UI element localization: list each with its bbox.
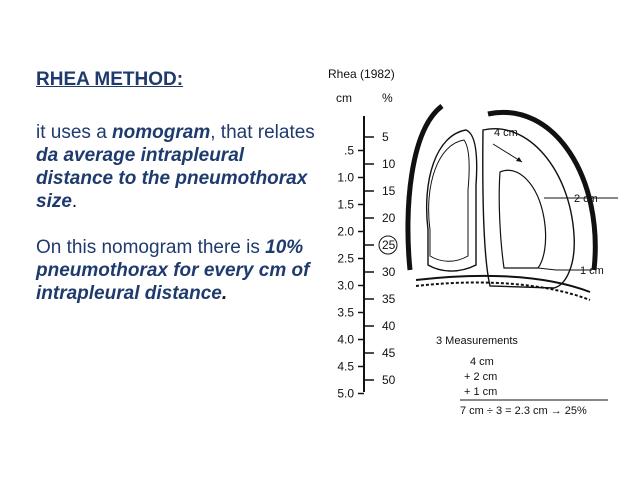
collapsed-lung-outline [499,170,545,268]
para1-period: . [71,191,78,212]
left-lung-outline [427,130,477,271]
pct-tick-label: 25 [382,238,396,252]
pct-tick-label: 30 [382,265,396,279]
arrow-1cm-line [538,268,556,270]
measurement-3: + 1 cm [464,386,498,398]
pct-tick-label: 45 [382,346,396,360]
cm-tick-label: 3.0 [337,278,354,293]
cm-tick-label: 3.5 [337,305,354,320]
para1-term-distance: da average intrapleural distance to the pneumothorax size [36,145,308,212]
diaphragm-lower [416,283,590,300]
label-4cm: 4 cm [494,127,518,139]
chest-wall-left [408,106,442,270]
right-pleura-outline [483,129,575,288]
nomogram-svg [318,60,618,440]
pct-tick-label: 15 [382,184,396,198]
text-column [36,68,326,305]
para1-text-c: , that relates [210,122,315,143]
measurement-result: 7 cm ÷ 3 = 2.3 cm → 25% [460,405,587,417]
measurements-title: 3 Measurements [436,335,518,347]
para2-term-rule: 10% pneumothorax for every cm of intrapleural distance [36,237,310,304]
figure-title: Rhea (1982) [328,67,395,81]
arrowhead-4cm [516,157,522,162]
cm-tick-label: 2.0 [337,224,354,239]
nomogram-scale [337,130,397,401]
cm-tick-label: 5.0 [337,386,354,401]
pct-tick-label: 40 [382,319,396,333]
pct-header: % [382,91,393,105]
cm-tick-label: .5 [343,143,354,158]
pct-tick-label: 50 [382,373,396,387]
para2-period: . [221,283,228,304]
cm-tick-label: 4.5 [337,359,354,374]
cm-tick-label: 1.5 [337,197,354,212]
paragraph-nomogram [36,121,326,213]
cm-tick-label: 1.0 [337,170,354,185]
para1-term-nomogram: nomogram [112,122,211,143]
pct-tick-label: 20 [382,211,396,225]
para2-text-a: On this nomogram there is [36,237,266,258]
label-2cm: 2 cm [574,193,598,205]
measurement-2: + 2 cm [464,371,498,383]
cm-header: cm [336,91,352,105]
paragraph-rule [36,236,326,305]
slide-heading: RHEA METHOD: [36,69,184,90]
pct-tick-label: 10 [382,157,396,171]
cm-tick-label: 4.0 [337,332,354,347]
label-1cm: 1 cm [580,265,604,277]
rhea-nomogram-figure [318,60,618,440]
para1-text-a: it uses a [36,122,113,143]
measurement-1: 4 cm [470,356,494,368]
pct-tick-label: 35 [382,292,396,306]
cm-tick-label: 2.5 [337,251,354,266]
pct-tick-label: 5 [382,130,389,144]
